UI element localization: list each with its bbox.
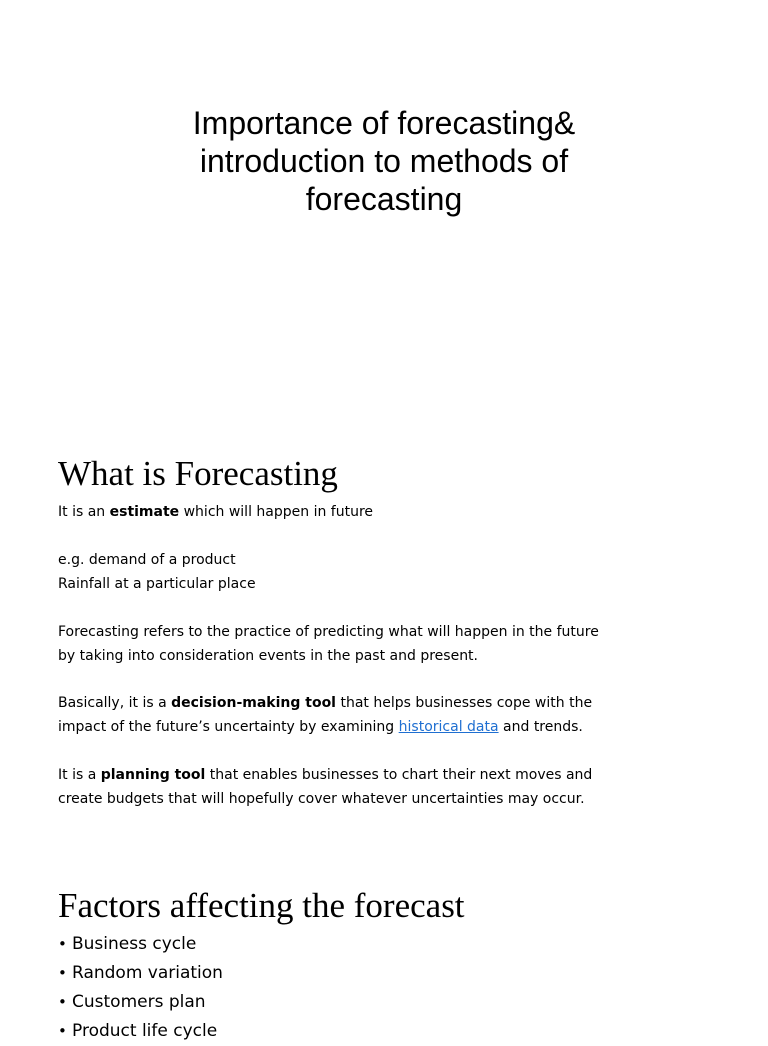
forecasting-explanation-block <box>58 620 618 668</box>
bullet-icon: • <box>58 964 67 982</box>
decision-line-1 <box>58 691 618 715</box>
slide-title-line-2: introduction to methods of <box>199 143 569 179</box>
decision-bold-tool: decision-making tool <box>171 695 336 711</box>
planning-line-1 <box>58 763 618 787</box>
decision-line2-post: and trends. <box>498 719 583 735</box>
definition-text-pre: It is an <box>58 504 110 520</box>
planning-line-2: create budgets that will hopefully cover whatever uncertainties may occur. <box>58 791 585 807</box>
planning-tool-block <box>58 763 618 811</box>
bullet-icon: • <box>58 935 67 953</box>
definition-line <box>58 500 618 524</box>
factor-label: Random variation <box>72 963 223 983</box>
slide-title <box>120 104 648 218</box>
slide-title-line-1: Importance of forecasting& <box>192 105 576 141</box>
definition-text-post: which will happen in future <box>179 504 374 520</box>
bullet-icon: • <box>58 993 67 1011</box>
decision-text-mid: that helps businesses cope with the <box>336 695 593 711</box>
decision-line-2 <box>58 715 618 739</box>
factor-label: Customers plan <box>72 992 206 1012</box>
factor-label: Product life cycle <box>72 1021 218 1041</box>
planning-text-mid: that enables businesses to chart their next moves and <box>205 767 593 783</box>
decision-tool-block <box>58 691 618 739</box>
definition-bold-estimate: estimate <box>109 504 180 520</box>
planning-bold-tool: planning tool <box>100 767 206 783</box>
factor-label: Business cycle <box>72 934 197 954</box>
examples-block <box>58 548 618 596</box>
bullet-icon: • <box>58 1022 67 1040</box>
section-heading-what-is-forecasting: What is Forecasting <box>58 454 338 493</box>
list-item <box>58 930 223 959</box>
slide-title-line-3: forecasting <box>305 181 463 217</box>
section-heading-factors: Factors affecting the forecast <box>58 886 465 925</box>
list-item <box>58 959 223 988</box>
planning-text-pre: It is a <box>58 767 101 783</box>
decision-text-pre: Basically, it is a <box>58 695 172 711</box>
decision-line2-pre: impact of the future’s uncertainty by examining <box>58 719 399 735</box>
list-item <box>58 988 223 1017</box>
explanation-line-2: by taking into consideration events in the past and present. <box>58 648 478 664</box>
explanation-line-1: Forecasting refers to the practice of predicting what will happen in the future <box>58 624 599 640</box>
definition-block <box>58 500 618 524</box>
historical-data-link[interactable]: historical data <box>398 719 499 735</box>
list-item <box>58 1017 223 1046</box>
example-line-2: Rainfall at a particular place <box>58 576 256 592</box>
factors-list <box>58 930 223 1046</box>
example-line-1: e.g. demand of a product <box>58 552 236 568</box>
